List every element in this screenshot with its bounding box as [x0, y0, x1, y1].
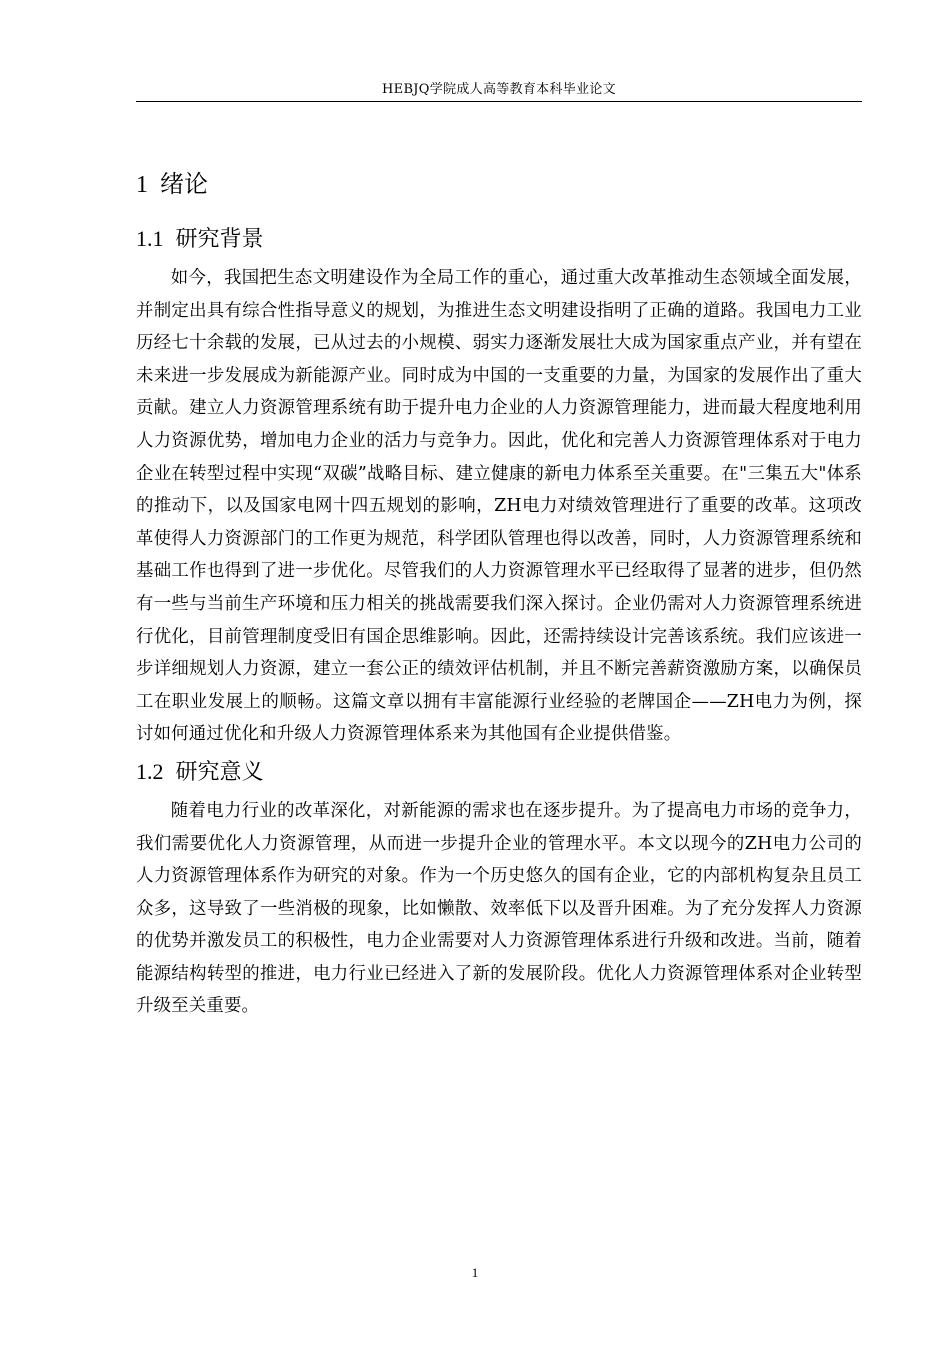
section-number: 1.2: [136, 758, 164, 784]
header-divider: [136, 101, 862, 102]
page-number: 1: [471, 1265, 479, 1280]
section-heading-background: [136, 220, 862, 258]
paragraph-significance: 随着电力行业的改革深化，对新能源的需求也在逐步提升。为了提高电力市场的竞争力，我们需要优化人力资源管理，从而进一步提升企业的管理水平。本文以现今的ZH电力公司的人力资源管理体系作为研究的对象。作为一个历史悠久的国有企业，它的内部机构复杂且员工众多，这导致了一些消极的现象，比如懒散、效率低下以及晋升困难。为了充分发挥人力资源的优势并激发员工的积极性，电力企业需要对人力资源管理体系进行升级和改进。当前，随着能源结构转型的推进，电力行业已经进入了新的发展阶段。优化人力资源管理体系对企业转型升级至关重要。: [136, 800, 862, 1017]
running-header: HEBJQ学院成人高等教育本科毕业论文: [382, 82, 616, 97]
chapter-title: 绪论: [160, 170, 208, 198]
section-heading-significance: [136, 753, 862, 791]
section-title: 研究背景: [175, 227, 264, 252]
chapter-heading: [136, 162, 862, 206]
chapter-number: 1: [136, 172, 148, 198]
page-body: [136, 162, 862, 1023]
section-title: 研究意义: [175, 759, 264, 785]
paragraph-background: 如今，我国把生态文明建设作为全局工作的重心，通过重大改革推动生态领域全面发展，并制定出具有综合性指导意义的规划，为推进生态文明建设指明了正确的道路。我国电力工业历经七十余载的发展，已从过去的小规模、弱实力逐渐发展壮大成为国家重点产业，并有望在未来进一步发展成为新能源产业。同时成为中国的一支重要的力量，为国家的发展作出了重大贡献。建立人力资源管理系统有助于提升电力企业的人力资源管理能力，进而最大程度地利用人力资源优势，增加电力企业的活力与竞争力。因此，优化和完善人力资源管理体系对于电力企业在转型过程中实现“双碳”战略目标、建立健康的新电力体系至关重要。在"三集五大"体系的推动下，以及国家电网十四五规划的影响，ZH电力对绩效管理进行了重要的改革。这项改革使得人力资源部门的工作更为规范，科学团队管理也得以改善，同时，人力资源管理系统和基础工作也得到了进一步优化。尽管我们的人力资源管理水平已经取得了显著的进步，但仍然有一些与当前生产环境和压力相关的挑战需要我们深入探讨。企业仍需对人力资源管理系统进行优化，目前管理制度受旧有国企思维影响。因此，还需持续设计完善该系统。我们应该进一步详细规划人力资源，建立一套公正的绩效评估机制，并且不断完善薪资激励方案，以确保员工在职业发展上的顺畅。这篇文章以拥有丰富能源行业经验的老牌国企——ZH电力为例，探讨如何通过优化和升级人力资源管理体系来为其他国有企业提供借鉴。: [136, 268, 862, 745]
section-number: 1.1: [136, 226, 164, 251]
